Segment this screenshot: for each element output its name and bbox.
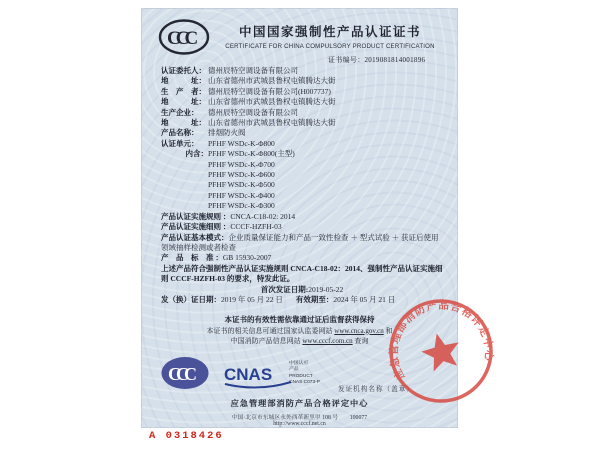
field-value: 德州辰特空调设备有限公司(H007737) bbox=[208, 86, 331, 96]
statement-paragraph: 上述产品符合强制性产品认证实施规则 CNCA-C18-02：2014、强制性产品认证实施细则 CCCF-HZFH-03 的要求，特发此证。 bbox=[161, 263, 443, 284]
field-label: 生 产 者： bbox=[161, 86, 206, 96]
field-value: 排烟防火阀 bbox=[208, 128, 246, 138]
cccf-url: www.cccf.com.cn bbox=[302, 337, 353, 346]
org-website: http://www.cccf.net.cn bbox=[273, 421, 326, 427]
field-label: 认证委托人： bbox=[161, 66, 206, 75]
field-label: 认证单元： bbox=[161, 138, 199, 148]
cnas-caption bbox=[289, 361, 320, 387]
org-address: 中国·北京市东城区永外西革新里甲 108 号 bbox=[231, 415, 339, 421]
first-issue-date-line bbox=[161, 285, 443, 295]
standard-label: 产 品 标 准 ： bbox=[161, 253, 223, 263]
cnas-caption-line: PRODUCT bbox=[289, 373, 313, 379]
field-row-address1 bbox=[161, 76, 443, 86]
field-value: 山东省德州市武城县鲁权屯镇腾达大街 bbox=[208, 76, 336, 86]
issue-date-value: 2019 年 05 月 22 日 bbox=[221, 294, 283, 304]
rule-label: 产品认证实施规则 ： bbox=[161, 211, 231, 221]
ccc-mark-filled-icon bbox=[160, 355, 210, 391]
first-issue-date-label: 首次发证日期: bbox=[260, 284, 309, 294]
field-value: PFHF WSDc-K-Φ800 bbox=[208, 138, 275, 148]
cnas-logo-icon bbox=[222, 359, 294, 393]
rule-label: 产品认证实施细则 ： bbox=[161, 222, 231, 232]
first-issue-date-value: 2019-05-22 bbox=[308, 284, 344, 294]
model-row bbox=[161, 160, 443, 170]
field-value: 德州辰特空调设备有限公司 bbox=[208, 66, 298, 75]
svg-text:CCC: CCC bbox=[167, 28, 194, 49]
model-row bbox=[161, 149, 443, 159]
cnas-caption-line: 产品 bbox=[289, 367, 299, 373]
valid-until-value: 2024 年 05 月 21 日 bbox=[333, 294, 396, 304]
seal-ring-text: 应急管理部消防产品合格评定中心 bbox=[389, 300, 494, 382]
standard-value: GB 15930-2007 bbox=[222, 253, 272, 263]
certificate-title-en: CERTIFICATE FOR CHINA COMPULSORY PRODUCT CERTIFICATION bbox=[225, 43, 435, 50]
certificate-title-cn: 中国国家强制性产品认证证书 bbox=[238, 25, 421, 39]
certificate-serial-number: A 0318426 bbox=[149, 430, 224, 442]
model-row bbox=[161, 180, 443, 190]
notice-line2: 本证书的相关信息可通过国家认监委网站 www.cnca.gov.cn 和 bbox=[206, 326, 393, 335]
field-value: 山东省德州市武城县鲁权屯镇腾达大街 bbox=[208, 118, 336, 128]
field-label: 产品名称： bbox=[161, 128, 199, 138]
field-label: 地 址： bbox=[161, 76, 206, 86]
org-address-line bbox=[142, 412, 457, 421]
model-item: PFHF WSDc-K-Φ800(主型) bbox=[208, 149, 295, 159]
model-row bbox=[161, 170, 443, 180]
certificate-number-line bbox=[328, 55, 425, 65]
valid-until-label: 有效期至： bbox=[295, 294, 334, 304]
standard-row bbox=[161, 253, 443, 263]
field-row-factory bbox=[161, 108, 443, 118]
issuer-signature-label: 发证机构名称（盖章） bbox=[338, 386, 414, 393]
org-postcode: 100077 bbox=[349, 415, 368, 421]
model-item: PFHF WSDc-K-Φ600 bbox=[208, 170, 275, 180]
ccc-mark-outline-icon bbox=[158, 18, 210, 56]
valid-until bbox=[296, 295, 395, 305]
rule-value: CNCA-C18-02: 2014 bbox=[230, 211, 296, 221]
models-label: 内含： bbox=[185, 149, 208, 159]
certificate-paper bbox=[141, 8, 494, 428]
mode-value: 企业质量保证能力和产品一致性检查 ＋ 型式试验 ＋ 获证后使用领域抽样检测或者检查 bbox=[161, 232, 439, 252]
certificate-fields bbox=[161, 66, 443, 305]
field-row-producer bbox=[161, 87, 443, 97]
model-row bbox=[161, 191, 443, 201]
field-value: 山东省德州市武城县鲁权屯镇腾达大街 bbox=[208, 97, 336, 107]
rule-row bbox=[161, 222, 443, 232]
field-label: 地 址： bbox=[161, 118, 206, 128]
cnas-logo-text: CNAS bbox=[224, 365, 273, 384]
certificate-number-label: 证书编号： bbox=[328, 56, 365, 64]
field-row-applicant bbox=[161, 66, 443, 76]
mode-paragraph bbox=[161, 233, 443, 254]
cnas-caption-line: 中国认可 bbox=[289, 361, 309, 366]
field-value: 德州辰特空调设备有限公司 bbox=[208, 107, 298, 117]
mode-label: 产品认证基本模式： bbox=[161, 232, 229, 242]
model-item: PFHF WSDc-K-Φ300 bbox=[208, 201, 275, 211]
issuing-org-name: 应急管理部消防产品合格评定中心 bbox=[230, 399, 369, 408]
rule-row bbox=[161, 212, 443, 222]
field-row-address2 bbox=[161, 97, 443, 107]
certificate-number-value: 2019081814001896 bbox=[364, 56, 426, 64]
issue-date bbox=[161, 295, 283, 305]
seal-star-icon bbox=[418, 329, 464, 373]
field-row-product-name bbox=[161, 128, 443, 138]
field-label: 地 址： bbox=[161, 97, 206, 107]
notice-line1: 本证书的有效性需依靠通过证后监督获得保持 bbox=[224, 315, 375, 324]
field-row-address3 bbox=[161, 118, 443, 128]
cnca-url: www.cnca.gov.cn bbox=[334, 326, 384, 335]
model-item: PFHF WSDc-K-Φ500 bbox=[208, 180, 275, 190]
model-row bbox=[161, 201, 443, 211]
header bbox=[210, 22, 450, 50]
svg-text:CCC: CCC bbox=[168, 364, 192, 384]
field-label: 生产企业： bbox=[161, 107, 199, 117]
rule-value: CCCF-HZFH-03 bbox=[230, 222, 282, 232]
model-item: PFHF WSDc-K-Φ700 bbox=[208, 159, 275, 169]
issue-date-label: 发（换）证日期： bbox=[161, 294, 221, 304]
notice-line3: 中国消防产品信息网站 www.cccf.com.cn 查询 bbox=[230, 337, 369, 346]
field-row-cert-unit bbox=[161, 139, 443, 149]
model-item: PFHF WSDc-K-Φ400 bbox=[208, 190, 275, 200]
cnas-caption-line: CNAS C073-P bbox=[289, 380, 320, 386]
